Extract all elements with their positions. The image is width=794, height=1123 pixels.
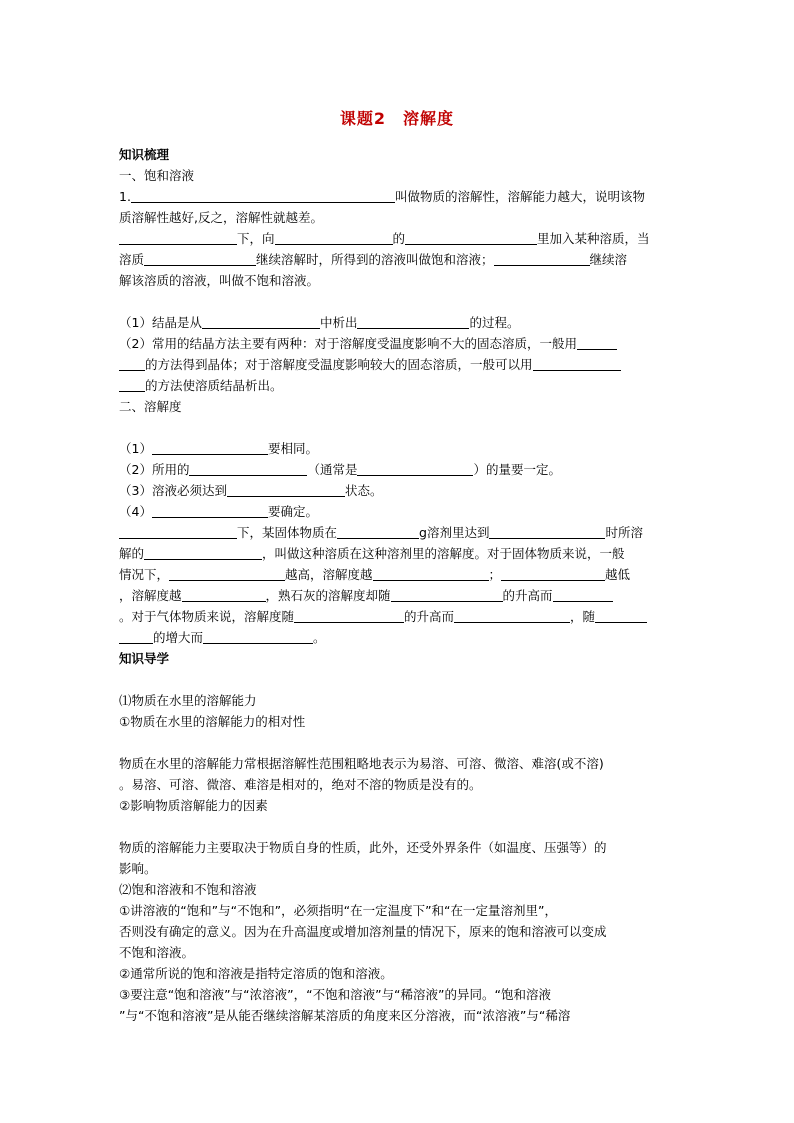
question-line: 下，向 的 里加入某种溶质，当 bbox=[119, 228, 675, 249]
fill-blank[interactable] bbox=[119, 525, 237, 539]
fill-blank[interactable] bbox=[203, 630, 313, 644]
paragraph-line: 不饱和溶液。 bbox=[119, 945, 195, 960]
fill-blank[interactable] bbox=[144, 546, 262, 560]
question-line: 溶质 继续溶解时，所得到的溶液叫做饱和溶液； 继续溶 bbox=[119, 252, 628, 267]
fill-blank[interactable] bbox=[182, 588, 266, 602]
definition-line: 解的 ，叫做这种溶质在这种溶剂里的溶解度。对于固体物质来说，一般 bbox=[119, 546, 625, 561]
question-line: 的方法使溶质结晶析出。 bbox=[119, 375, 675, 396]
fill-blank[interactable] bbox=[494, 252, 590, 266]
fill-blank[interactable] bbox=[405, 231, 537, 245]
definition-line: 情况下， 越高，溶解度越 ； 越低 bbox=[119, 567, 631, 582]
subheading: ⑴物质在水里的溶解能力 bbox=[119, 693, 257, 708]
fill-blank[interactable] bbox=[119, 231, 237, 245]
fill-blank[interactable] bbox=[553, 588, 613, 602]
paragraph-line: 物质在水里的溶解能力常根据溶解性范围粗略地表示为易溶、可溶、微溶、难溶(或不溶) bbox=[119, 756, 604, 771]
paragraph-line: ②通常所说的饱和溶液是指特定溶质的饱和溶液。 bbox=[119, 966, 393, 981]
fill-blank[interactable] bbox=[169, 567, 285, 581]
fill-blank[interactable] bbox=[119, 378, 145, 392]
paragraph-line: 物质的溶解能力主要取决于物质自身的性质，此外，还受外界条件（如温度、压强等）的 bbox=[119, 840, 607, 855]
fill-blank[interactable] bbox=[202, 315, 320, 329]
section-heading-knowledge: 知识梳理 bbox=[119, 147, 170, 162]
fill-blank[interactable] bbox=[227, 483, 345, 497]
fill-blank[interactable] bbox=[373, 567, 489, 581]
subheading: ②影响物质溶解能力的因素 bbox=[119, 798, 268, 813]
fill-blank[interactable] bbox=[533, 357, 621, 371]
fill-blank[interactable] bbox=[577, 336, 617, 350]
condition-line: （4） 要确定。 bbox=[119, 504, 318, 519]
condition-line: （1） 要相同。 bbox=[119, 441, 318, 456]
fill-blank[interactable] bbox=[152, 504, 268, 518]
paragraph-line: 影响。 bbox=[119, 861, 157, 876]
fill-blank[interactable] bbox=[391, 588, 503, 602]
question-line: 质溶解性越好,反之，溶解性就越差。 bbox=[119, 210, 323, 225]
question-line: （2）常用的结晶方法主要有两种：对于溶解度受温度影响不大的固态溶质，一般用 bbox=[119, 333, 675, 354]
paragraph-line: 否则没有确定的意义。因为在升高温度或增加溶剂量的情况下，原来的饱和溶液可以变成 bbox=[119, 924, 607, 939]
fill-blank[interactable] bbox=[501, 567, 605, 581]
section-heading-guide: 知识导学 bbox=[119, 651, 170, 666]
fill-blank[interactable] bbox=[454, 609, 570, 623]
fill-blank[interactable] bbox=[189, 462, 307, 476]
fill-blank[interactable] bbox=[294, 609, 404, 623]
condition-line: （3）溶液必须达到 状态。 bbox=[119, 483, 383, 498]
fill-blank[interactable] bbox=[337, 525, 419, 539]
fill-blank[interactable] bbox=[131, 189, 395, 203]
fill-blank[interactable] bbox=[144, 252, 256, 266]
definition-line: 。对于气体物质来说，溶解度随 的升高而 ，随 bbox=[119, 606, 675, 627]
fill-blank[interactable] bbox=[489, 525, 605, 539]
question-line: 的方法得到晶体；对于溶解度受温度影响较大的固态溶质，一般可以用 bbox=[119, 354, 675, 375]
worksheet-page bbox=[119, 108, 675, 1026]
page-title: 课题2 溶解度 bbox=[339, 109, 455, 128]
fill-blank[interactable] bbox=[119, 630, 153, 644]
fill-blank[interactable] bbox=[595, 609, 647, 623]
definition-line: ，溶解度越 ，熟石灰的溶解度却随 的升高而 bbox=[119, 585, 675, 606]
paragraph-line: ”与“不饱和溶液”是从能否继续溶解某溶质的角度来区分溶液，而“浓溶液”与“稀溶 bbox=[119, 1008, 571, 1023]
paragraph-line: ①讲溶液的“饱和”与“不饱和”，必须指明“在一定温度下”和“在一定量溶剂里”， bbox=[119, 903, 558, 918]
paragraph-line: ③要注意“饱和溶液”与“浓溶液”，“不饱和溶液”与“稀溶液”的异同。“饱和溶液 bbox=[119, 987, 551, 1002]
fill-blank[interactable] bbox=[357, 315, 469, 329]
fill-blank[interactable] bbox=[119, 357, 145, 371]
subheading: ①物质在水里的溶解能力的相对性 bbox=[119, 714, 306, 729]
paragraph-line: 。易溶、可溶、微溶、难溶是相对的，绝对不溶的物质是没有的。 bbox=[119, 777, 482, 792]
question-line: 1. 叫做物质的溶解性，溶解能力越大，说明该物 bbox=[119, 189, 645, 204]
fill-blank[interactable] bbox=[275, 231, 393, 245]
condition-line: （2）所用的 （通常是 ）的量要一定。 bbox=[119, 462, 561, 477]
question-line: （1）结晶是从 中析出 的过程。 bbox=[119, 315, 520, 330]
fill-blank[interactable] bbox=[357, 462, 473, 476]
subheading: ⑵饱和溶液和不饱和溶液 bbox=[119, 882, 257, 897]
question-line: 解该溶质的溶液，叫做不饱和溶液。 bbox=[119, 273, 320, 288]
subsection-saturated: 一、饱和溶液 bbox=[119, 168, 195, 183]
definition-line: 的增大而 。 bbox=[119, 627, 675, 648]
subsection-solubility: 二、溶解度 bbox=[119, 399, 182, 414]
definition-line: 下，某固体物质在 g溶剂里达到 时所溶 bbox=[119, 522, 675, 543]
fill-blank[interactable] bbox=[152, 441, 268, 455]
